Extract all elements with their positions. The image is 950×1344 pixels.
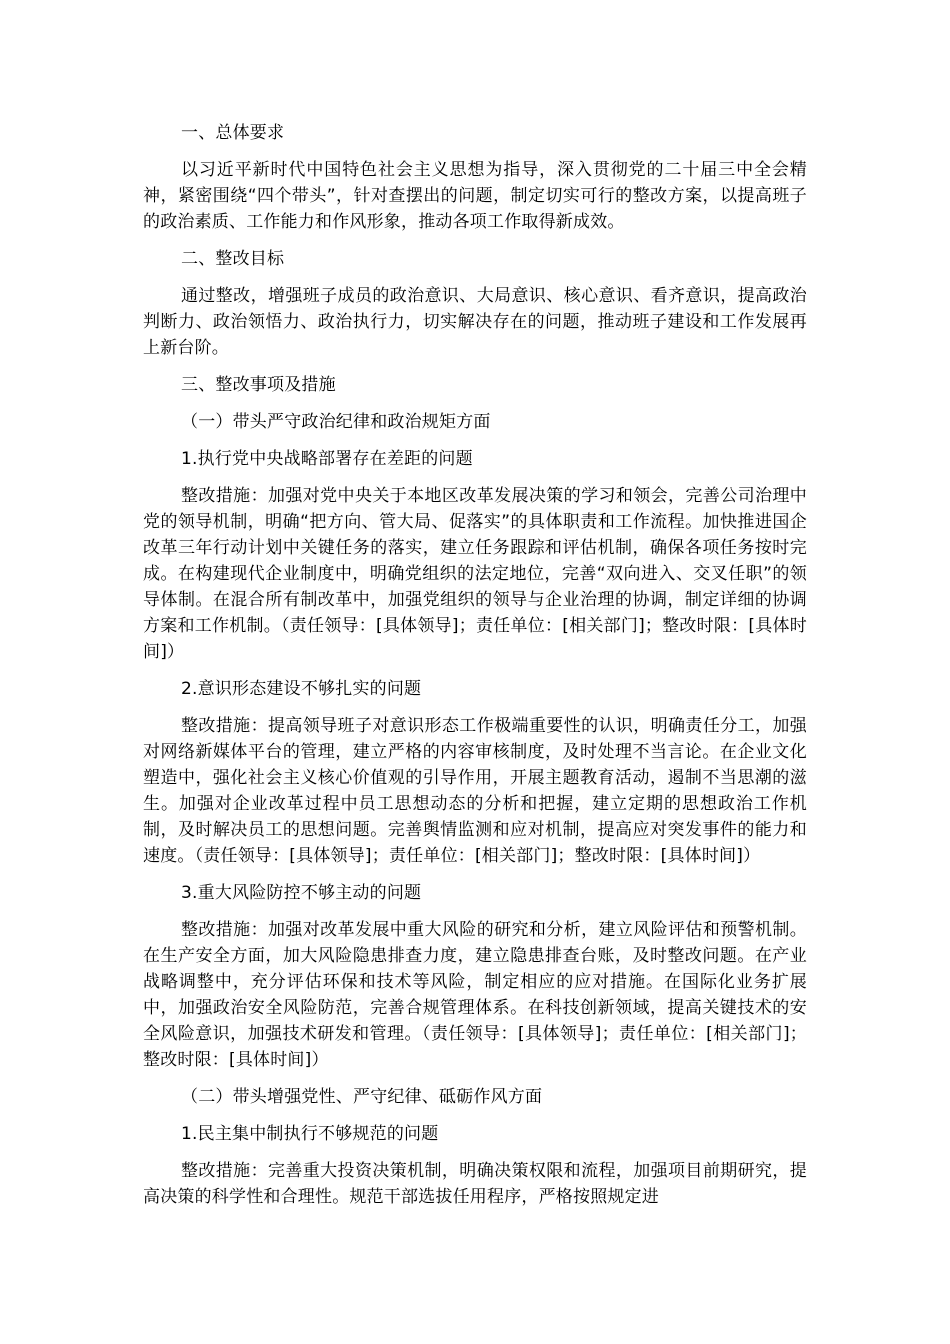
item-heading-strategy-execution: 1.执行党中央战略部署存在差距的问题: [181, 449, 473, 469]
paragraph-risk-control-measures: 整改措施：加强对改革发展中重大风险的研究和分析，建立风险评估和预警机制。在生产安全方面，加大风险隐患排查力度，建立隐患排查台账，及时整改问题。在产业战略调整中，充分评估环保和技术等风险，制定相应的应对措施。在国际化业务扩展中，加强政治安全风险防范，完善合规管理体系。在科技创新领域，提高关键技术的安全风险意识，加强技术研发和管理。（责任领导：[具体领导]；责任单位：[相关部门]；整改时限：[具体时间]）: [143, 920, 807, 1070]
heading-rectification-goals: 二、整改目标: [181, 249, 285, 269]
item-heading-risk-control: 3.重大风险防控不够主动的问题: [181, 883, 422, 903]
heading-general-requirements: 一、总体要求: [181, 123, 285, 143]
subheading-political-discipline: （一）带头严守政治纪律和政治规矩方面: [181, 412, 491, 432]
paragraph-general-requirements: 以习近平新时代中国特色社会主义思想为指导，深入贯彻党的二十届三中全会精神，紧密围绕“四个带头”，针对查摆出的问题，制定切实可行的整改方案，以提高班子的政治素质、工作能力和作风形象，推动各项工作取得新成效。: [143, 160, 807, 232]
paragraph-democratic-centralism-measures: 整改措施：完善重大投资决策机制，明确决策权限和流程，加强项目前期研究，提高决策的科学性和合理性。规范干部选拔任用程序，严格按照规定进: [143, 1161, 807, 1207]
paragraph-ideology-measures: 整改措施：提高领导班子对意识形态工作极端重要性的认识，明确责任分工，加强对网络新媒体平台的管理，建立严格的内容审核制度，及时处理不当言论。在企业文化塑造中，强化社会主义核心价值观的引导作用，开展主题教育活动，遏制不当思潮的滋生。加强对企业改革过程中员工思想动态的分析和把握，建立定期的思想政治工作机制，及时解决员工的思想问题。完善舆情监测和应对机制，提高应对突发事件的能力和速度。（责任领导：[具体领导]；责任单位：[相关部门]；整改时限：[具体时间]）: [143, 716, 807, 866]
heading-rectification-measures: 三、整改事项及措施: [181, 375, 336, 395]
paragraph-rectification-goals: 通过整改，增强班子成员的政治意识、大局意识、核心意识、看齐意识，提高政治判断力、政治领悟力、政治执行力，切实解决存在的问题，推动班子建设和工作发展再上新台阶。: [143, 286, 807, 358]
item-heading-ideology: 2.意识形态建设不够扎实的问题: [181, 679, 422, 699]
document-page: [143, 120, 807, 1210]
item-heading-democratic-centralism: 1.民主集中制执行不够规范的问题: [181, 1124, 439, 1144]
paragraph-strategy-execution-measures: 整改措施：加强对党中央关于本地区改革发展决策的学习和领会，完善公司治理中党的领导机制，明确“把方向、管大局、促落实”的具体职责和工作流程。加快推进国企改革三年行动计划中关键任务的落实，建立任务跟踪和评估机制，确保各项任务按时完成。在构建现代企业制度中，明确党组织的法定地位，完善“双向进入、交叉任职”的领导体制。在混合所有制改革中，加强党组织的领导与企业治理的协调，制定详细的协调方案和工作机制。（责任领导：[具体领导]；责任单位：[相关部门]；整改时限：[具体时间]）: [143, 486, 807, 662]
subheading-party-spirit: （二）带头增强党性、严守纪律、砥砺作风方面: [181, 1087, 543, 1107]
